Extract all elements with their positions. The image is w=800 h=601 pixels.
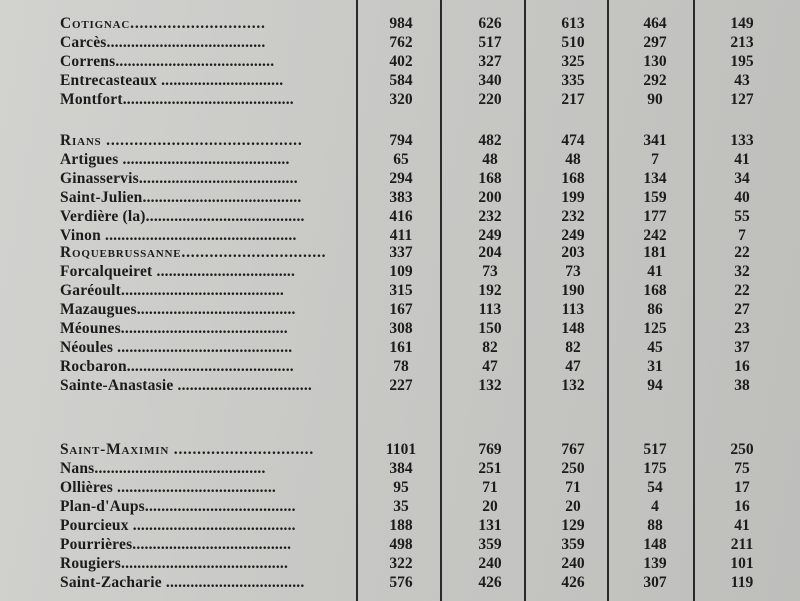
commune-name: Néoules ........................................... <box>60 339 293 356</box>
value-cell: 78 <box>393 358 409 375</box>
value-cell: 16 <box>734 498 750 515</box>
value-cell: 27 <box>734 301 750 318</box>
value-cell: 584 <box>389 72 413 89</box>
value-cell: 54 <box>647 479 663 496</box>
value-cell: 192 <box>478 282 502 299</box>
value-cell: 65 <box>393 151 409 168</box>
value-cell: 240 <box>478 555 502 572</box>
value-cell: 416 <box>389 208 413 225</box>
value-cell: 204 <box>478 244 502 261</box>
value-cell: 149 <box>730 15 754 32</box>
value-cell: 613 <box>561 15 585 32</box>
value-cell: 359 <box>478 536 502 553</box>
value-cell: 71 <box>482 479 498 496</box>
commune-name: Vinon ............................................... <box>60 227 297 244</box>
value-cell: 327 <box>478 53 502 70</box>
table-row <box>0 150 800 169</box>
value-cell: 7 <box>738 227 746 244</box>
value-cell: 576 <box>389 574 413 591</box>
table-row <box>0 459 800 478</box>
value-cell: 161 <box>389 339 413 356</box>
value-cell: 130 <box>643 53 667 70</box>
value-cell: 22 <box>734 244 750 261</box>
value-cell: 320 <box>389 91 413 108</box>
value-cell: 175 <box>643 460 667 477</box>
value-cell: 340 <box>478 72 502 89</box>
value-cell: 297 <box>643 34 667 51</box>
commune-name: Mazaugues....................................... <box>60 301 296 318</box>
value-cell: 199 <box>561 189 585 206</box>
value-cell: 232 <box>478 208 502 225</box>
canton-name: Saint-Maximin .............................. <box>60 441 315 458</box>
value-cell: 217 <box>561 91 585 108</box>
value-cell: 48 <box>482 151 498 168</box>
value-cell: 322 <box>389 555 413 572</box>
value-cell: 47 <box>482 358 498 375</box>
value-cell: 1101 <box>385 441 417 458</box>
value-cell: 75 <box>734 460 750 477</box>
commune-name: Entrecasteaux .............................. <box>60 72 284 89</box>
value-cell: 41 <box>647 263 663 280</box>
value-cell: 188 <box>389 517 413 534</box>
table-row <box>0 440 800 459</box>
value-cell: 474 <box>561 132 585 149</box>
value-cell: 16 <box>734 358 750 375</box>
value-cell: 250 <box>561 460 585 477</box>
value-cell: 168 <box>478 170 502 187</box>
value-cell: 94 <box>647 377 663 394</box>
value-cell: 40 <box>734 189 750 206</box>
value-cell: 402 <box>389 53 413 70</box>
value-cell: 119 <box>730 574 754 591</box>
commune-name: Rocbaron......................................... <box>60 358 294 375</box>
value-cell: 134 <box>643 170 667 187</box>
value-cell: 168 <box>561 170 585 187</box>
commune-name: Ginasservis....................................... <box>60 170 298 187</box>
value-cell: 148 <box>643 536 667 553</box>
value-cell: 95 <box>393 479 409 496</box>
value-cell: 45 <box>647 339 663 356</box>
table-row <box>0 262 800 281</box>
value-cell: 32 <box>734 263 750 280</box>
commune-name: Correns....................................... <box>60 53 275 70</box>
value-cell: 292 <box>643 72 667 89</box>
value-cell: 251 <box>478 460 502 477</box>
table-row <box>0 71 800 90</box>
commune-name: Plan-d'Aups..................................... <box>60 498 296 515</box>
value-cell: 181 <box>643 244 667 261</box>
value-cell: 227 <box>389 377 413 394</box>
value-cell: 73 <box>565 263 581 280</box>
value-cell: 177 <box>643 208 667 225</box>
value-cell: 190 <box>561 282 585 299</box>
value-cell: 23 <box>734 320 750 337</box>
value-cell: 203 <box>561 244 585 261</box>
value-cell: 341 <box>643 132 667 149</box>
commune-name: Artigues ......................................... <box>60 151 290 168</box>
table-row <box>0 554 800 573</box>
table-row <box>0 33 800 52</box>
commune-name: Méounes......................................... <box>60 320 288 337</box>
value-cell: 308 <box>389 320 413 337</box>
value-cell: 167 <box>389 301 413 318</box>
table-row <box>0 188 800 207</box>
value-cell: 20 <box>565 498 581 515</box>
commune-name: Saint-Julien....................................... <box>60 189 302 206</box>
value-cell: 139 <box>643 555 667 572</box>
value-cell: 168 <box>643 282 667 299</box>
value-cell: 195 <box>730 53 754 70</box>
value-cell: 37 <box>734 339 750 356</box>
value-cell: 17 <box>734 479 750 496</box>
value-cell: 250 <box>730 441 754 458</box>
table-row <box>0 300 800 319</box>
commune-name: Rougiers......................................... <box>60 555 289 572</box>
value-cell: 113 <box>561 301 585 318</box>
value-cell: 240 <box>561 555 585 572</box>
table-row <box>0 243 800 262</box>
table-row <box>0 319 800 338</box>
value-cell: 220 <box>478 91 502 108</box>
table-row <box>0 573 800 592</box>
value-cell: 127 <box>730 91 754 108</box>
value-cell: 383 <box>389 189 413 206</box>
value-cell: 464 <box>643 15 667 32</box>
value-cell: 31 <box>647 358 663 375</box>
value-cell: 411 <box>389 227 413 244</box>
value-cell: 47 <box>565 358 581 375</box>
commune-name: Montfort.......................................... <box>60 91 294 108</box>
value-cell: 34 <box>734 170 750 187</box>
value-cell: 73 <box>482 263 498 280</box>
value-cell: 82 <box>565 339 581 356</box>
value-cell: 384 <box>389 460 413 477</box>
value-cell: 984 <box>389 15 413 32</box>
value-cell: 337 <box>389 244 413 261</box>
value-cell: 150 <box>478 320 502 337</box>
value-cell: 510 <box>561 34 585 51</box>
value-cell: 249 <box>561 227 585 244</box>
value-cell: 762 <box>389 34 413 51</box>
value-cell: 232 <box>561 208 585 225</box>
commune-name: Ollières ....................................... <box>60 479 276 496</box>
value-cell: 125 <box>643 320 667 337</box>
commune-name: Garéoult........................................ <box>60 282 285 299</box>
table-row <box>0 281 800 300</box>
value-cell: 767 <box>561 441 585 458</box>
commune-name: Verdière (la)....................................... <box>60 208 305 225</box>
value-cell: 315 <box>389 282 413 299</box>
value-cell: 4 <box>651 498 659 515</box>
value-cell: 55 <box>734 208 750 225</box>
table-row <box>0 338 800 357</box>
value-cell: 41 <box>734 517 750 534</box>
value-cell: 325 <box>561 53 585 70</box>
table-row <box>0 357 800 376</box>
commune-name: Pourrières....................................... <box>60 536 292 553</box>
value-cell: 517 <box>643 441 667 458</box>
value-cell: 43 <box>734 72 750 89</box>
value-cell: 294 <box>389 170 413 187</box>
value-cell: 101 <box>730 555 754 572</box>
value-cell: 211 <box>730 536 754 553</box>
value-cell: 7 <box>651 151 659 168</box>
commune-name: Pourcieux ........................................ <box>60 517 296 534</box>
commune-name: Nans.......................................... <box>60 460 266 477</box>
value-cell: 113 <box>478 301 502 318</box>
value-cell: 249 <box>478 227 502 244</box>
value-cell: 41 <box>734 151 750 168</box>
value-cell: 148 <box>561 320 585 337</box>
commune-name: Sainte-Anastasie ................................. <box>60 377 312 394</box>
table-row <box>0 376 800 395</box>
commune-name: Carcès....................................... <box>60 34 266 51</box>
value-cell: 517 <box>478 34 502 51</box>
canton-name: Roquebrussanne............................... <box>60 244 327 261</box>
value-cell: 498 <box>389 536 413 553</box>
value-cell: 131 <box>478 517 502 534</box>
value-cell: 71 <box>565 479 581 496</box>
value-cell: 200 <box>478 189 502 206</box>
value-cell: 794 <box>389 132 413 149</box>
table-row <box>0 52 800 71</box>
value-cell: 426 <box>478 574 502 591</box>
value-cell: 769 <box>478 441 502 458</box>
value-cell: 88 <box>647 517 663 534</box>
commune-name: Saint-Zacharie .................................. <box>60 574 305 591</box>
table-row <box>0 169 800 188</box>
value-cell: 626 <box>478 15 502 32</box>
table-row <box>0 90 800 109</box>
table-row <box>0 516 800 535</box>
value-cell: 109 <box>389 263 413 280</box>
value-cell: 20 <box>482 498 498 515</box>
table-row <box>0 478 800 497</box>
value-cell: 48 <box>565 151 581 168</box>
value-cell: 307 <box>643 574 667 591</box>
table-row <box>0 131 800 150</box>
table-row <box>0 497 800 516</box>
value-cell: 38 <box>734 377 750 394</box>
table-row <box>0 207 800 226</box>
value-cell: 82 <box>482 339 498 356</box>
value-cell: 35 <box>393 498 409 515</box>
value-cell: 482 <box>478 132 502 149</box>
value-cell: 133 <box>730 132 754 149</box>
value-cell: 159 <box>643 189 667 206</box>
canton-name: Rians .......................................... <box>60 132 303 149</box>
value-cell: 132 <box>478 377 502 394</box>
table-row <box>0 14 800 33</box>
value-cell: 359 <box>561 536 585 553</box>
commune-name: Forcalqueiret .................................. <box>60 263 296 280</box>
value-cell: 213 <box>730 34 754 51</box>
value-cell: 22 <box>734 282 750 299</box>
value-cell: 242 <box>643 227 667 244</box>
value-cell: 90 <box>647 91 663 108</box>
value-cell: 132 <box>561 377 585 394</box>
canton-name: Cotignac............................. <box>60 15 266 32</box>
table-row <box>0 535 800 554</box>
value-cell: 426 <box>561 574 585 591</box>
value-cell: 86 <box>647 301 663 318</box>
value-cell: 129 <box>561 517 585 534</box>
value-cell: 335 <box>561 72 585 89</box>
